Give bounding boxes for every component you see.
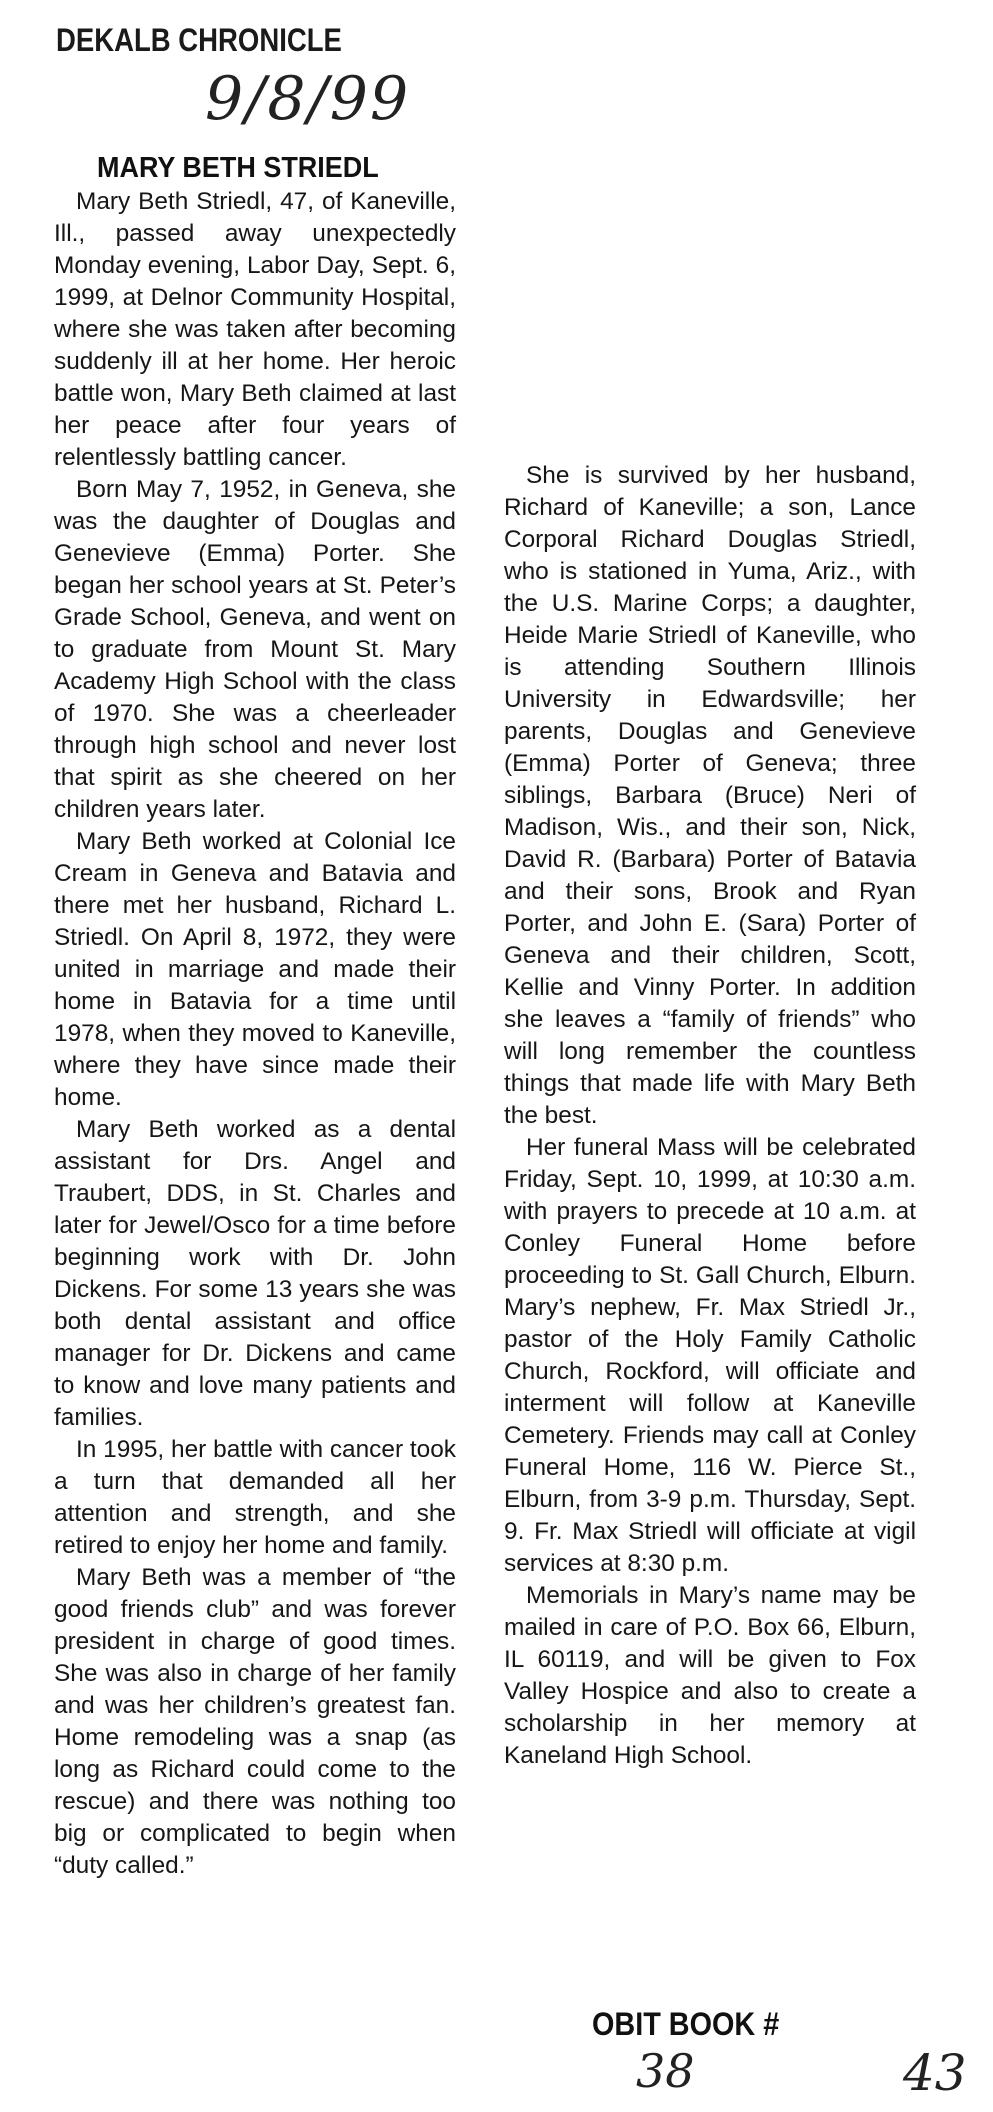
paragraph: Mary Beth worked at Colonial Ice Cream in Geneva and Batavia and there met her husband, Richard L. Striedl. On April 8, 1972, they were united in marriage and made their home in Batavia for a time until 1978, when they moved to Kaneville, where they have since made their home.	[54, 828, 456, 1111]
paragraph: Her funeral Mass will be celebrated Friday, Sept. 10, 1999, at 10:30 a.m. with prayers to precede at 10 a.m. at Conley Funeral Home before proceeding to St. Gall Church, Elburn. Mary’s nephew, Fr. Max Striedl Jr., pastor of the Holy Family Catholic Church, Rockford, will officiate and interment will follow at Kaneville Cemetery. Friends may call at Conley Funeral Home, 116 W. Pierce St., Elburn, from 3-9 p.m. Thursday, Sept. 9. Fr. Max Striedl will officiate at vigil services at 8:30 p.m.	[504, 1134, 916, 1577]
handwritten-book-number: 38	[636, 2044, 695, 2098]
obit-book-label: OBIT BOOK #	[592, 2006, 780, 2042]
paragraph: In 1995, her battle with cancer took a turn that demanded all her attention and strength, and she retired to enjoy her home and family.	[54, 1436, 456, 1559]
article-column-right	[504, 460, 916, 1772]
paragraph: Born May 7, 1952, in Geneva, she was the daughter of Douglas and Genevieve (Emma) Porter. She began her school years at St. Peter’s Grade School, Geneva, and went on to graduate from Mount St. Mary Academy High School with the class of 1970. She was a cheerleader through high school and never lost that spirit as she cheered on her children years later.	[54, 476, 456, 823]
handwritten-page-number: 43	[903, 2044, 967, 2102]
newspaper-masthead: DEKALB CHRONICLE	[56, 22, 342, 58]
obituary-headline: MARY BETH STRIEDL	[97, 152, 379, 184]
article-column-left	[54, 186, 456, 1882]
handwritten-date: 9/8/99	[205, 64, 411, 134]
paragraph: Mary Beth was a member of “the good friends club” and was forever president in charge of good times. She was also in charge of her family and was her children’s greatest fan. Home remodeling was a snap (as long as Richard could come to the rescue) and there was nothing too big or complicated to begin when “duty called.”	[54, 1564, 456, 1879]
paragraph: Mary Beth Striedl, 47, of Kaneville, Ill., passed away unexpectedly Monday evening, Labor Day, Sept. 6, 1999, at Delnor Community Hospital, where she was taken after becoming suddenly ill at her home. Her heroic battle won, Mary Beth claimed at last her peace after four years of relentlessly battling cancer.	[54, 188, 456, 471]
paragraph: Memorials in Mary’s name may be mailed in care of P.O. Box 66, Elburn, IL 60119, and will be given to Fox Valley Hospice and also to create a scholarship in her memory at Kaneland High School.	[504, 1582, 916, 1769]
paragraph: Mary Beth worked as a dental assistant for Drs. Angel and Traubert, DDS, in St. Charles and later for Jewel/Osco for a time before beginning work with Dr. John Dickens. For some 13 years she was both dental assistant and office manager for Dr. Dickens and came to know and love many patients and families.	[54, 1116, 456, 1431]
paragraph: She is survived by her husband, Richard of Kaneville; a son, Lance Corporal Richard Douglas Striedl, who is stationed in Yuma, Ariz., with the U.S. Marine Corps; a daughter, Heide Marie Striedl of Kaneville, who is attending Southern Illinois University in Edwardsville; her parents, Douglas and Genevieve (Emma) Porter of Geneva; three siblings, Barbara (Bruce) Neri of Madison, Wis., and their son, Nick, David R. (Barbara) Porter of Batavia and their sons, Brook and Ryan Porter, and John E. (Sara) Porter of Geneva and their children, Scott, Kellie and Vinny Porter. In addition she leaves a “family of friends” who will long remember the countless things that made life with Mary Beth the best.	[504, 462, 916, 1129]
